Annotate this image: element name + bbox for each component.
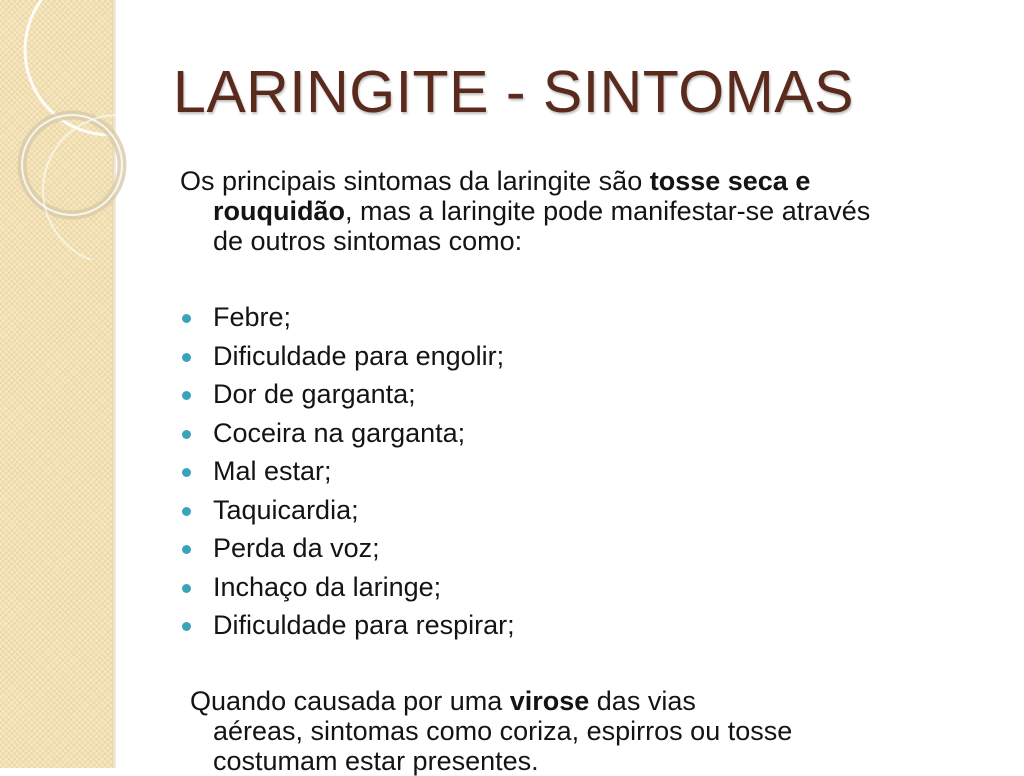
bullet-icon [182, 430, 191, 439]
intro-bold-text: tosse seca e [649, 166, 811, 196]
slide-title: LARINGITE - SINTOMAS [173, 59, 854, 125]
list-item [180, 456, 515, 495]
bullet-icon [182, 468, 191, 477]
list-item [180, 302, 515, 341]
intro-bold-text: rouquidão [213, 196, 345, 226]
intro-line-1 [180, 166, 995, 196]
outro-text: das vias [589, 686, 696, 716]
symptom-text: Mal estar; [213, 456, 332, 486]
bullet-icon [182, 314, 191, 323]
bullet-icon [182, 622, 191, 631]
bullet-icon [182, 507, 191, 516]
symptom-text: Dificuldade para engolir; [213, 340, 505, 371]
outro-line-1 [180, 686, 995, 716]
intro-line-3: de outros sintomas como: [213, 226, 523, 256]
symptom-text: Inchaço da laringe; [213, 571, 442, 602]
symptom-text: Dificuldade para respirar; [213, 610, 515, 640]
outro-line-2: aéreas, sintomas como coriza, espirros ou tosse [213, 716, 793, 746]
symptom-text: Dor de garganta; [213, 379, 416, 409]
list-item [180, 418, 515, 457]
list-item [180, 533, 515, 572]
list-item [180, 379, 515, 418]
list-item [180, 610, 515, 649]
list-item [180, 495, 515, 534]
bullet-icon [182, 391, 191, 400]
outro-text: Quando causada por uma [190, 686, 510, 716]
intro-text: , mas a laringite pode manifestar-se através [344, 196, 871, 226]
symptom-text: Perda da voz; [213, 533, 380, 563]
bullet-icon [182, 353, 191, 362]
symptom-text: Taquicardia; [213, 494, 359, 525]
list-item [180, 341, 515, 380]
intro-text: Os principais sintomas da laringite são [180, 166, 650, 196]
bullet-icon [182, 584, 191, 593]
outro-paragraph [180, 686, 995, 776]
symptom-text: Febre; [213, 302, 292, 332]
intro-line-2 [180, 196, 995, 226]
symptom-text: Coceira na garganta; [213, 417, 466, 448]
list-item [180, 572, 515, 611]
bullet-icon [182, 545, 191, 554]
outro-line-3: costumam estar presentes. [213, 746, 539, 776]
symptom-list [180, 302, 515, 649]
outro-bold-text: virose [509, 686, 590, 716]
intro-paragraph [180, 166, 995, 256]
